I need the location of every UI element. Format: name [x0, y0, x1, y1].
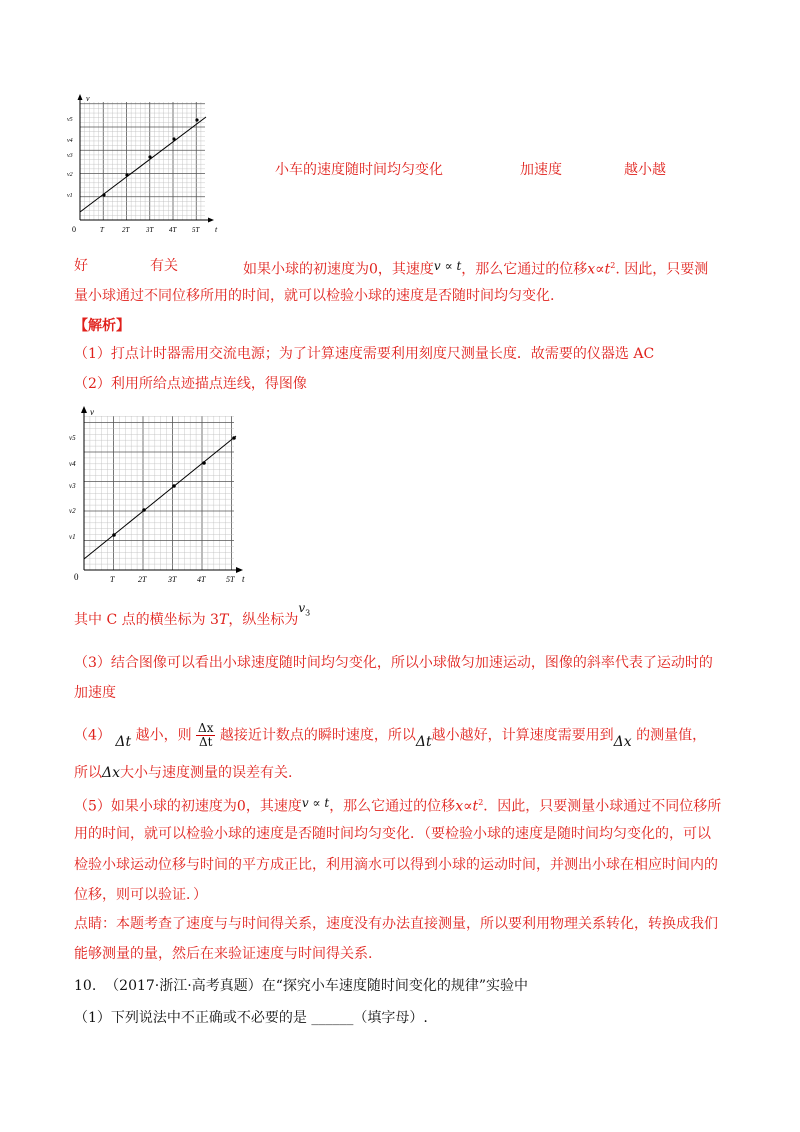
x-tick-label: 2T [122, 226, 130, 234]
note-line2: 能够测量的量，然后在来验证速度与时间得关系. [74, 946, 373, 962]
analysis-p4-line2: 所以Δx大小与速度测量的误差有关. [74, 765, 293, 781]
y-tick-label: v1 [67, 193, 73, 199]
y-tick-label: v3 [67, 153, 73, 159]
answer-3: 越小越 [624, 162, 666, 178]
analysis-p1: （1）打点计时器需用交流电源；为了计算速度需要利用刻度尺测量长度．故需要的仪器选 AC [74, 346, 655, 362]
y-axis-arrow-icon [78, 94, 83, 100]
x-tick-label: 3T [146, 226, 154, 234]
x-tick-label: 2T [138, 575, 147, 584]
dx-over-dt-fraction: $\frac{\Delta x}{\Delta t}$ [198, 721, 214, 749]
data-point [148, 155, 151, 158]
x-tick-label: 5T [192, 226, 200, 234]
y-tick-label: v4 [67, 138, 73, 144]
y-axis-arrow-icon [81, 406, 87, 413]
y-axis-label: v [90, 407, 94, 417]
x-axis-arrow-icon [208, 218, 214, 223]
y-axis-label: v [86, 94, 90, 103]
answer-1: 小车的速度随时间均匀变化 [275, 162, 443, 178]
analysis-p5-line1: （5）如果小球的初速度为0，其速度v ∝ t，那么它通过的位移$x\propto t^2$．因此，只要测量小球通过不同位移所 [74, 795, 722, 815]
x-tick-label: 5T [226, 575, 235, 584]
x-axis-label: t [242, 574, 245, 584]
analysis-p3-line1: （3）结合图像可以看出小球速度随时间均匀变化，所以小球做匀加速运动，图像的斜率代表了运动时的 [74, 655, 713, 671]
analysis-p5-line2: 用的时间，就可以检验小球的速度是否随时间均匀变化．（要检验小球的速度是随时间均匀变化的，可以 [74, 826, 711, 842]
note-line1: 点睛：本题考查了速度与与时间得关系，速度没有办法直接测量，所以要利用物理关系转化，转换成我们 [74, 916, 718, 932]
origin-label: 0 [72, 225, 76, 234]
answer-2: 加速度 [520, 162, 562, 178]
data-point [202, 461, 206, 465]
c-point-line: 其中 C 点的横坐标为 3T，纵坐标为$v_3$ [74, 601, 311, 628]
data-point [195, 118, 198, 121]
y-tick-label: v5 [67, 117, 73, 123]
y-tick-label: v2 [69, 507, 76, 515]
analysis-heading: 【解析】 [74, 318, 130, 334]
x-axis-arrow-icon [236, 567, 243, 573]
analysis-p5-line3: 检验小球运动位移与时间的平方成正比，利用滴水可以得到小球的运动时间，并测出小球在相应时间内的 [74, 857, 718, 873]
graph-grid [84, 416, 234, 570]
y-tick-label: v4 [69, 460, 76, 468]
y-tick-label: v1 [69, 533, 76, 541]
x-tick-label: 3T [168, 575, 177, 584]
data-point [102, 193, 105, 196]
data-point [172, 137, 175, 140]
answer-blank[interactable]: ______ [311, 1010, 354, 1026]
x-tick-label: 4T [197, 575, 206, 584]
analysis-p2: （2）利用所给点迹描点连线，得图像 [74, 376, 307, 392]
y-tick-label: v2 [67, 172, 73, 178]
data-point [232, 436, 236, 440]
graph-grid [80, 102, 205, 220]
x-tick-label: 4T [169, 226, 177, 234]
data-point [142, 508, 146, 512]
analysis-p3-line2: 加速度 [74, 685, 116, 701]
data-point [112, 533, 116, 537]
question-title: 10. （2017·浙江·高考真题）在“探究小车速度随时间变化的规律”实验中 [74, 978, 529, 994]
answer-6: 如果小球的初速度为0，其速度v ∝ t，那么它通过的位移$x\propto t^2$. 因此，只要测 [243, 258, 709, 278]
x-axis-label: t [215, 225, 218, 234]
answer-4: 好 [74, 258, 88, 274]
data-point [172, 484, 176, 488]
answer-5: 有关 [150, 258, 178, 274]
y-tick-label: v3 [69, 482, 76, 490]
analysis-p5-line4: 位移，则可以验证．） [74, 887, 207, 903]
y-tick-label: v5 [69, 434, 76, 442]
velocity-time-graph-2 [64, 404, 254, 586]
data-point [125, 173, 128, 176]
analysis-p4-line1: （4） Δt 越小，则 $\frac{\Delta x}{\Delta t}$ 越接近计数点的瞬时速度，所以Δt越小越好，计算速度需要用到Δx 的测量值， [74, 721, 707, 750]
question-sub1: （1）下列说法中不正确或不必要的是 ______（填字母）. [74, 1010, 428, 1026]
velocity-time-graph-1 [64, 92, 224, 242]
origin-label: 0 [74, 572, 79, 582]
x-tick-label: T [110, 575, 115, 584]
x-tick-label: T [100, 226, 104, 234]
answer-7: 量小球通过不同位移所用的时间，就可以检验小球的速度是否随时间均匀变化. [74, 288, 555, 304]
